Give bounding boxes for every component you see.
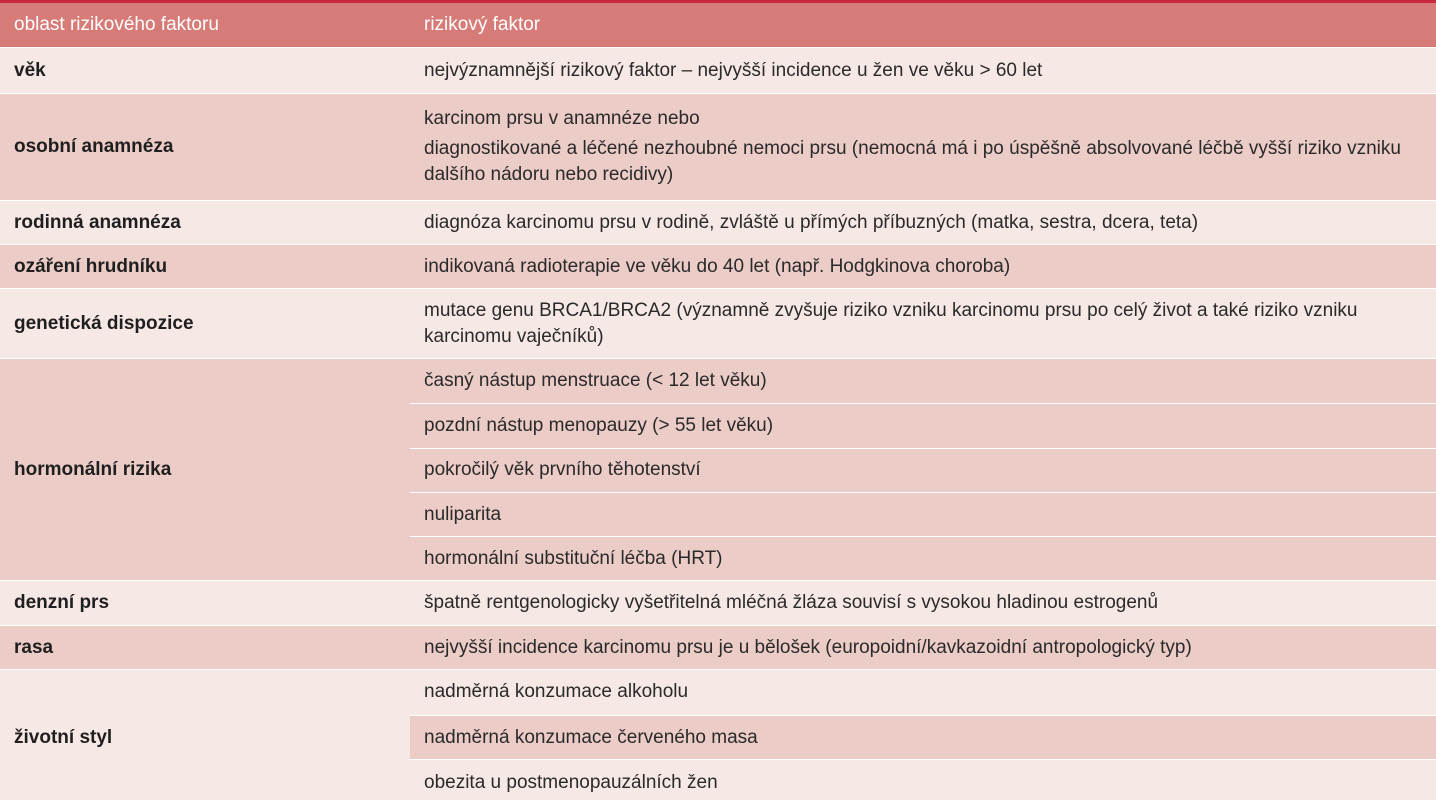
row-category: denzní prs <box>14 592 110 613</box>
row-factor: obezita u postmenopauzálních žen <box>410 759 1436 800</box>
row-category: osobní anamnéza <box>14 136 174 157</box>
row-category: věk <box>14 59 46 81</box>
row-factor: karcinom prsu v anamnéze nebo <box>424 108 700 129</box>
table-row <box>0 580 1436 625</box>
row-factor: nadměrná konzumace alkoholu <box>424 681 689 703</box>
row-factor: pokročilý věk prvního těhotenství <box>410 448 1436 493</box>
row-factor: hormonální substituční léčba (HRT) <box>410 536 1436 580</box>
row-category: hormonální rizika <box>14 458 172 480</box>
table-row <box>0 47 1436 93</box>
header-factor: rizikový faktor <box>424 14 541 35</box>
table-header <box>0 3 1436 47</box>
row-factor: nejvýznamnější rizikový faktor – nejvyšší incidence u žen ve věku > 60 let <box>424 59 1043 81</box>
table-row <box>0 358 1436 580</box>
row-category: rodinná anamnéza <box>14 211 181 233</box>
row-category: životní styl <box>14 726 113 748</box>
table-row <box>0 244 1436 288</box>
row-factor: mutace genu BRCA1/BRCA2 (významně zvyšuje riziko vzniku karcinomu prsu po celý život a také riziko vzniku karcinomu vaječníků) <box>424 299 1358 347</box>
row-category: ozáření hrudníku <box>14 255 168 277</box>
table-row <box>0 288 1436 358</box>
row-category: rasa <box>14 636 54 658</box>
row-factor: diagnostikované a léčené nezhoubné nemoci prsu (nemocná má i po úspěšně absolvované léčbě vyšší riziko vzniku dalšího nádoru nebo recidivy) <box>424 138 1401 185</box>
row-factor: nejvyšší incidence karcinomu prsu je u bělošek (europoidní/kavkazoidní antropologický typ) <box>424 636 1192 658</box>
row-factor: indikovaná radioterapie ve věku do 40 let (např. Hodgkinova choroba) <box>424 255 1011 277</box>
table-row <box>0 93 1436 200</box>
row-category: genetická dispozice <box>14 312 194 334</box>
row-factor: diagnóza karcinomu prsu v rodině, zvláště u přímých příbuzných (matka, sestra, dcera, teta) <box>424 211 1199 233</box>
row-factor-group <box>410 94 1436 200</box>
table-row <box>0 669 1436 800</box>
row-factor: nadměrná konzumace červeného masa <box>410 715 1436 760</box>
row-factor: časný nástup menstruace (< 12 let věku) <box>424 369 767 391</box>
row-factor: nuliparita <box>410 492 1436 536</box>
row-factor: pozdní nástup menopauzy (> 55 let věku) <box>410 403 1436 448</box>
row-factor: špatně rentgenologicky vyšetřitelná mléčná žláza souvisí s vysokou hladinou estrogenů <box>424 592 1159 613</box>
table-row <box>0 200 1436 244</box>
header-category: oblast rizikového faktoru <box>14 14 219 35</box>
table-row <box>0 625 1436 669</box>
